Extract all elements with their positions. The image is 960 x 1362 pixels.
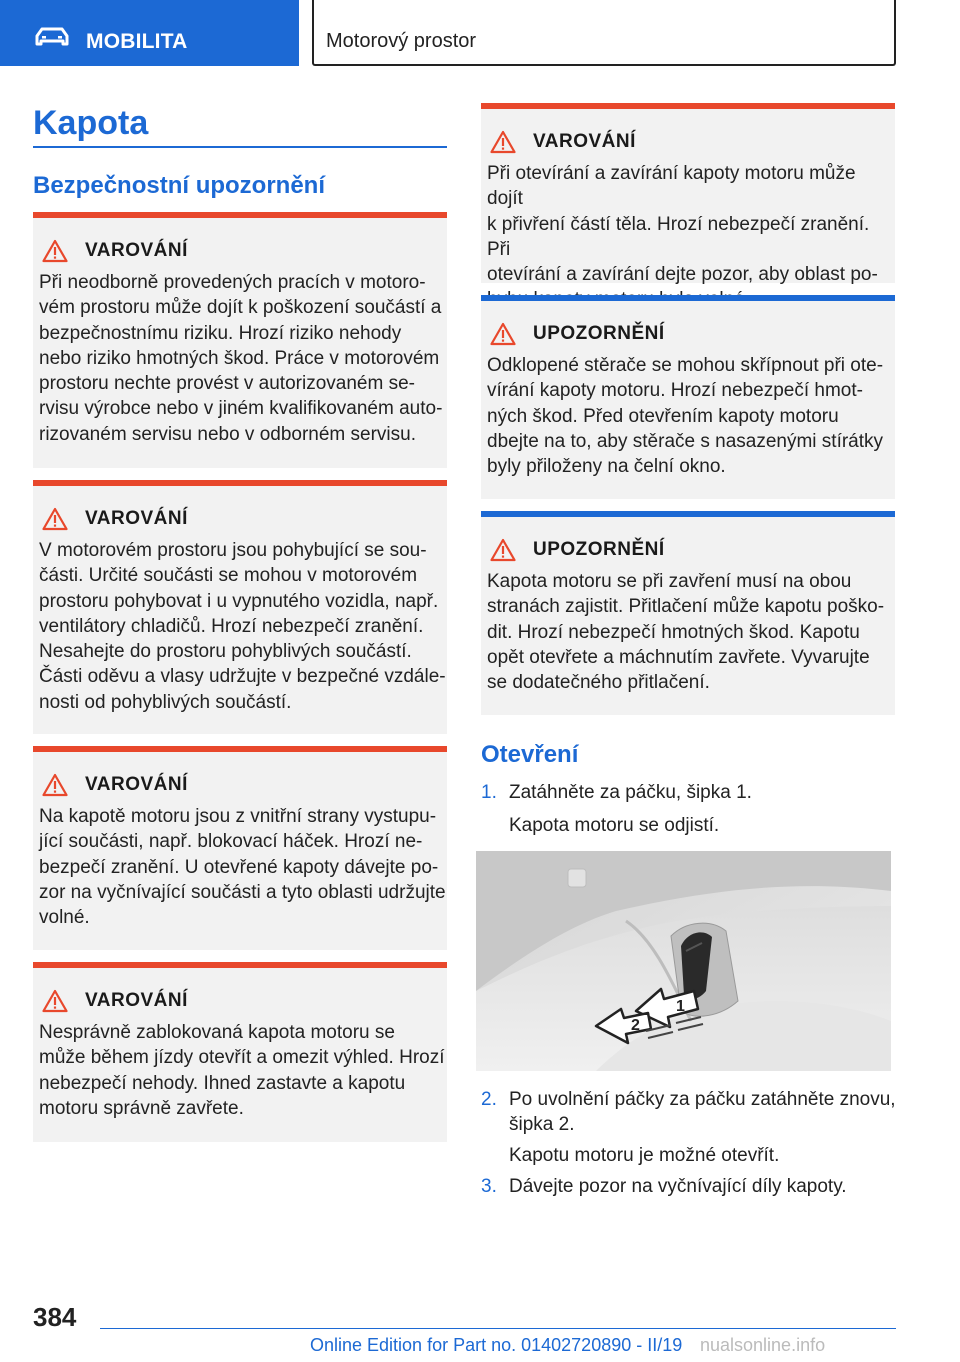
warning-bar xyxy=(481,103,895,109)
section-tab[interactable] xyxy=(0,0,299,66)
step-number: 1. xyxy=(481,782,497,803)
step-note: Kapotu motoru je možné otevřít. xyxy=(509,1145,780,1166)
warning-bar xyxy=(33,212,447,218)
footer-edition: Online Edition for Part no. 01402720890 - II/19 xyxy=(310,1335,683,1355)
caution-label: UPOZORNĚNÍ xyxy=(533,539,665,560)
warning-triangle-icon xyxy=(490,130,516,154)
warning-box xyxy=(481,103,895,286)
step-text: Dávejte pozor na vyčnívající díly kapoty. xyxy=(509,1176,847,1197)
caution-triangle-icon xyxy=(490,322,516,346)
warning-bar xyxy=(33,746,447,752)
footer-watermark: nualsonline.info xyxy=(700,1335,826,1355)
warning-text: Při otevírání a zavírání kapoty motoru může dojít k přivření částí těla. Hrozí nebezpečí zranění. Při otevírání a zavírání dejte pozor, aby oblast po- xyxy=(487,163,878,286)
warning-box xyxy=(33,962,447,1142)
arrow-label: 1 xyxy=(676,998,685,1015)
warning-label: VAROVÁNÍ xyxy=(533,131,636,152)
step-number: 2. xyxy=(481,1089,497,1110)
warning-triangle-icon xyxy=(42,507,68,531)
caution-bar xyxy=(481,511,895,517)
warning-bar xyxy=(33,480,447,486)
warning-text: Na kapotě motoru jsou z vnitřní strany vystupu- jící součásti, např. blokovací háček. Hrozí ne- bezpečí zranění. U otevřené kapoty dávejte po- zor na vyčnívající součásti a tyto oblasti udržujte volné. xyxy=(39,806,446,929)
step-note: Kapota motoru se odjistí. xyxy=(509,815,720,836)
title-divider xyxy=(33,146,447,148)
car-icon xyxy=(34,27,70,47)
caution-box xyxy=(481,511,895,715)
warning-label: VAROVÁNÍ xyxy=(85,240,188,261)
step-text: Zatáhněte za páčku, šipka 1. xyxy=(509,782,752,803)
section-title: MOBILITA xyxy=(86,30,188,53)
caution-bar xyxy=(481,295,895,301)
warning-triangle-icon xyxy=(42,989,68,1013)
warning-box xyxy=(33,746,447,950)
hood-release-lever-image xyxy=(476,851,891,1071)
chapter-tab xyxy=(312,0,896,66)
warning-triangle-icon xyxy=(42,773,68,797)
warning-triangle-icon xyxy=(42,239,68,263)
caution-box xyxy=(481,295,895,499)
caution-triangle-icon xyxy=(490,538,516,562)
section-heading: Bezpečnostní upozornění xyxy=(33,172,326,199)
caution-text: Kapota motoru se při zavření musí na obou stranách zajistit. Přitlačení může kapotu poško- dit. Hrozí nebezpečí hmotných škod. Kapotu opět otevřete a máchnutím zavřete. Vyvarujte se dodatečného přitlačení. xyxy=(487,571,885,694)
page-title: Kapota xyxy=(33,104,149,142)
page-number: 384 xyxy=(33,1302,77,1332)
opening-heading: Otevření xyxy=(481,741,579,768)
step-text: Po uvolnění páčky za páčku zatáhněte znovu, xyxy=(509,1089,896,1110)
warning-label: VAROVÁNÍ xyxy=(85,990,188,1011)
warning-text: Nesprávně zablokovaná kapota motoru se může během jízdy otevřít a omezit výhled. Hrozí nebezpečí nehody. Ihned zastavte a kapotu motoru správně zavřete. xyxy=(39,1022,445,1119)
warning-label: VAROVÁNÍ xyxy=(85,774,188,795)
warning-box xyxy=(33,212,447,468)
chapter-title: Motorový prostor xyxy=(326,30,477,52)
step-text: šipka 2. xyxy=(509,1114,575,1135)
caution-text: Odklopené stěrače se mohou skřípnout při ote- vírání kapoty motoru. Hrozí nebezpečí hmot- ných škod. Před otevřením kapoty motoru dbejte na to, aby stěrače s nasazenými stírátky byly přiloženy na čelní okno. xyxy=(487,355,884,478)
warning-text: Při neodborně provedených pracích v motoro- vém prostoru může dojít k poškození součástí a bezpečnostnímu riziku. Hrozí riziko nehody nebo riziko hmotných škod. Práce v motorovém prostoru nechte provést v autorizovaném se- rvisu výrobce nebo v jiném kvalifikovaném auto- rizovaném servisu nebo v odborném servisu. xyxy=(39,272,443,445)
warning-bar xyxy=(33,962,447,968)
arrow-label: 2 xyxy=(631,1017,640,1034)
footer-divider xyxy=(100,1328,896,1329)
step-number: 3. xyxy=(481,1176,497,1197)
warning-text: V motorovém prostoru jsou pohybující se sou- části. Určité součásti se mohou v motorovém prostoru pohybovat i u vypnutého vozidla, např. ventilátory chladičů. Hrozí nebezpečí zranění. Nesahejte do prostoru pohyblivých součástí. Části oděvu a vlasy udržujte v bezpečné vzdále- nosti od pohyblivých součástí. xyxy=(39,540,446,713)
caution-label: UPOZORNĚNÍ xyxy=(533,323,665,344)
warning-box xyxy=(33,480,447,734)
warning-label: VAROVÁNÍ xyxy=(85,508,188,529)
